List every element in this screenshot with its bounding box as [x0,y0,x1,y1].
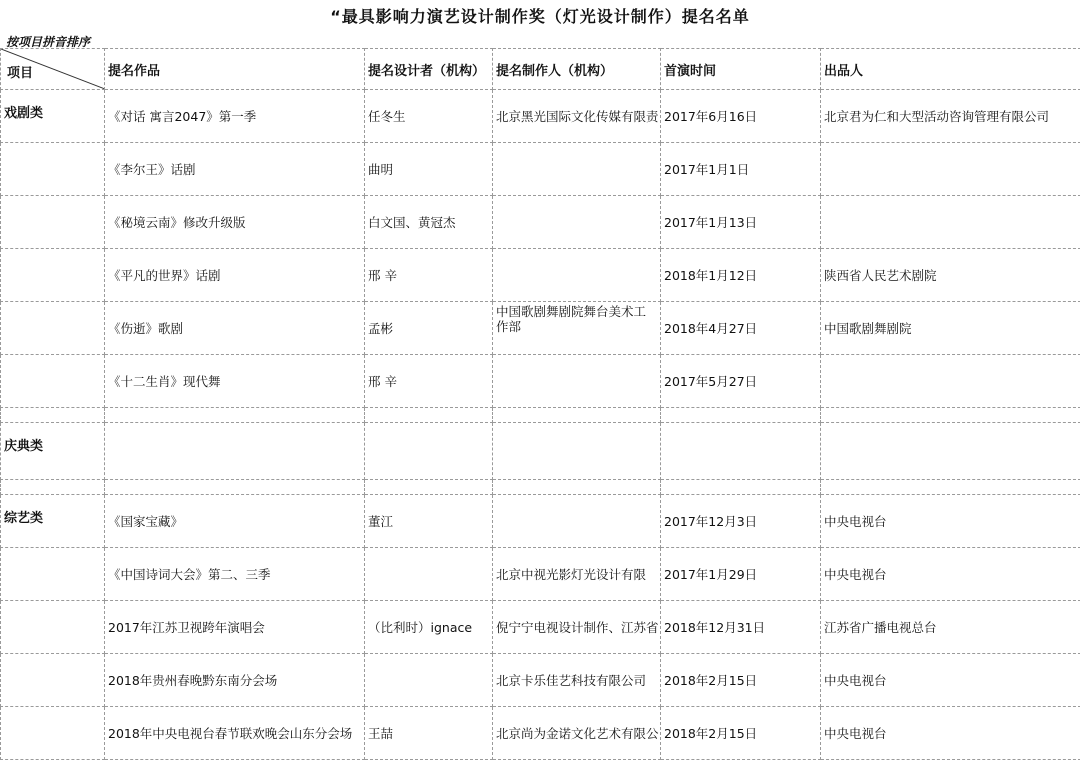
designer-cell: 任冬生 [365,90,493,143]
work-cell: 2017年江苏卫视跨年演唱会 [105,601,365,654]
producer-cell: 倪宁宁电视设计制作、江苏省 [493,601,661,654]
date-cell: 2018年12月31日 [661,601,821,654]
date-cell: 2018年4月27日 [661,302,821,355]
work-cell: 《秘境云南》修改升级版 [105,196,365,249]
producer-cell: 北京卡乐佳艺科技有限公司 [493,654,661,707]
date-cell: 2017年1月29日 [661,548,821,601]
designer-cell: （比利时）ignace [365,601,493,654]
sort-note: 按项目拼音排序 [6,33,90,50]
producer-cell [493,355,661,408]
category-cell [1,548,105,601]
producer-cell: 北京黑光国际文化传媒有限责 [493,90,661,143]
header-category-cell [1,49,105,90]
designer-cell: 孟彬 [365,302,493,355]
date-cell: 2017年1月1日 [661,143,821,196]
work-cell: 《十二生肖》现代舞 [105,355,365,408]
table-row [1,423,1080,480]
publisher-cell [821,355,1080,408]
publisher-cell: 中央电视台 [821,707,1080,760]
category-cell [1,302,105,355]
work-cell: 2018年贵州春晚黔东南分会场 [105,654,365,707]
work-cell: 《国家宝藏》 [105,495,365,548]
work-cell: 《对话 寓言2047》第一季 [105,90,365,143]
producer-cell [493,196,661,249]
category-cell [1,355,105,408]
date-cell: 2018年1月12日 [661,249,821,302]
table-row [1,143,1080,196]
table-row [1,495,1080,548]
designer-cell [365,654,493,707]
work-cell: 2018年中央电视台春节联欢晚会山东分会场 [105,707,365,760]
designer-cell: 白文国、黄冠杰 [365,196,493,249]
date-cell: 2017年6月16日 [661,90,821,143]
category-cell [1,196,105,249]
category-cell: 戏剧类 [1,90,105,143]
publisher-cell: 中国歌剧舞剧院 [821,302,1080,355]
header-date: 首演时间 [661,49,821,90]
producer-cell [493,495,661,548]
publisher-cell: 陕西省人民艺术剧院 [821,249,1080,302]
date-cell: 2018年2月15日 [661,707,821,760]
publisher-cell: 中央电视台 [821,654,1080,707]
table-row [1,601,1080,654]
work-cell: 《中国诗词大会》第二、三季 [105,548,365,601]
date-cell: 2017年1月13日 [661,196,821,249]
table-row [1,249,1080,302]
header-designer: 提名设计者（机构） [365,49,493,90]
category-cell [1,143,105,196]
publisher-cell [821,423,1080,480]
header-work: 提名作品 [105,49,365,90]
date-cell: 2018年2月15日 [661,654,821,707]
work-cell: 《伤逝》歌剧 [105,302,365,355]
producer-cell: 中国歌剧舞剧院舞台美术工作部 [493,302,661,355]
publisher-cell [821,196,1080,249]
table-row [1,196,1080,249]
category-cell [1,601,105,654]
category-cell [1,707,105,760]
header-category: 项目 [7,62,33,81]
category-cell [1,654,105,707]
sheet-title: “最具影响力演艺设计制作奖（灯光设计制作）提名名单 [0,0,1080,34]
publisher-cell [821,143,1080,196]
date-cell [661,423,821,480]
spacer-row [1,480,1080,495]
designer-cell: 邢 辛 [365,355,493,408]
date-cell: 2017年5月27日 [661,355,821,408]
designer-cell: 王喆 [365,707,493,760]
producer-cell [493,143,661,196]
publisher-cell: 中央电视台 [821,495,1080,548]
header-producer: 提名制作人（机构） [493,49,661,90]
header-row [1,49,1080,90]
table-row [1,548,1080,601]
table-row [1,707,1080,760]
publisher-cell: 江苏省广播电视总台 [821,601,1080,654]
publisher-cell: 中央电视台 [821,548,1080,601]
date-cell: 2017年12月3日 [661,495,821,548]
work-cell: 《平凡的世界》话剧 [105,249,365,302]
designer-cell [365,548,493,601]
table-row [1,90,1080,143]
designer-cell [365,423,493,480]
work-cell [105,423,365,480]
header-publisher: 出品人 [821,49,1080,90]
table-row [1,355,1080,408]
designer-cell: 董江 [365,495,493,548]
designer-cell: 邢 辛 [365,249,493,302]
category-cell: 综艺类 [1,495,105,548]
producer-cell: 北京中视光影灯光设计有限 [493,548,661,601]
producer-cell [493,423,661,480]
designer-cell: 曲明 [365,143,493,196]
nomination-table [0,48,1080,760]
producer-cell: 北京尚为金诺文化艺术有限公 [493,707,661,760]
producer-cell [493,249,661,302]
table-row [1,654,1080,707]
table-row [1,302,1080,355]
publisher-cell: 北京君为仁和大型活动咨询管理有限公司 [821,90,1080,143]
category-cell [1,249,105,302]
spacer-row [1,408,1080,423]
category-cell: 庆典类 [1,423,105,480]
work-cell: 《李尔王》话剧 [105,143,365,196]
